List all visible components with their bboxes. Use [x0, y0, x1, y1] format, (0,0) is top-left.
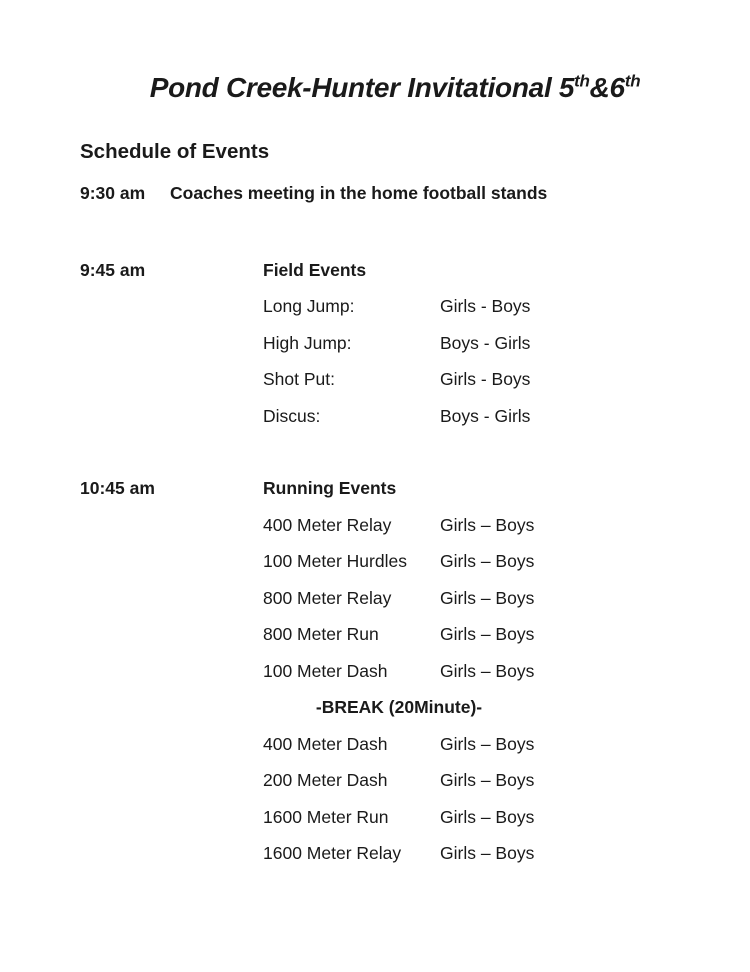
event-name: Discus:: [263, 405, 321, 426]
field-events-header-row: [80, 252, 710, 289]
running-events-heading: Running Events: [263, 478, 397, 499]
event-order: Girls – Boys: [440, 514, 535, 535]
time-spacer: [80, 507, 263, 544]
event-order: Girls – Boys: [440, 660, 535, 681]
time-spacer: [80, 543, 263, 580]
event-row: [80, 726, 710, 763]
meeting-time: 9:30 am: [80, 182, 146, 203]
event-name: Shot Put:: [263, 369, 335, 390]
event-order: Girls - Boys: [440, 296, 531, 317]
event-order: Girls – Boys: [440, 806, 535, 827]
event-name: Long Jump:: [263, 296, 355, 317]
event-name: 400 Meter Dash: [263, 733, 388, 754]
field-events-section: [80, 252, 710, 435]
title-text-amp: &6: [589, 72, 625, 103]
event-row: [80, 580, 710, 617]
event-order: Girls - Boys: [440, 369, 531, 390]
time-spacer: [80, 361, 263, 398]
event-row: [80, 799, 710, 836]
time-spacer: [80, 616, 263, 653]
event-name: 800 Meter Run: [263, 624, 379, 645]
event-order: Girls – Boys: [440, 770, 535, 791]
time-spacer: [80, 325, 263, 362]
time-spacer: [80, 726, 263, 763]
time-spacer: [80, 762, 263, 799]
event-row: [80, 325, 710, 362]
time-spacer: [80, 799, 263, 836]
schedule-of-events-heading: Schedule of Events: [80, 140, 270, 164]
event-row: [80, 653, 710, 690]
event-name: 1600 Meter Run: [263, 806, 389, 827]
event-order: Girls – Boys: [440, 551, 535, 572]
title-text-main: Pond Creek-Hunter Invitational 5: [149, 72, 575, 103]
field-events-heading: Field Events: [263, 259, 367, 280]
running-events-time: 10:45 am: [80, 478, 155, 499]
time-spacer: [80, 288, 263, 325]
event-row: [80, 507, 710, 544]
break-label: -BREAK (20Minute)-: [315, 697, 483, 718]
event-order: Girls – Boys: [440, 587, 535, 608]
event-name: 100 Meter Hurdles: [263, 551, 407, 572]
event-row: [80, 398, 710, 435]
event-row: [80, 616, 710, 653]
event-order: Girls – Boys: [440, 843, 535, 864]
event-row: [80, 288, 710, 325]
event-row: [80, 762, 710, 799]
running-events-section: [80, 470, 710, 872]
field-events-time: 9:45 am: [80, 259, 146, 280]
time-spacer: [80, 689, 263, 726]
event-row: [80, 835, 710, 872]
meeting-description: Coaches meeting in the home football stands: [170, 182, 548, 203]
time-spacer: [80, 580, 263, 617]
event-order: Boys - Girls: [440, 332, 531, 353]
event-order: Boys - Girls: [440, 405, 531, 426]
time-spacer: [80, 653, 263, 690]
event-order: Girls – Boys: [440, 733, 535, 754]
document-title: [80, 70, 710, 106]
break-row: [80, 689, 710, 726]
event-name: 1600 Meter Relay: [263, 843, 402, 864]
event-name: 800 Meter Relay: [263, 587, 392, 608]
event-order: Girls – Boys: [440, 624, 535, 645]
running-events-header-row: [80, 470, 710, 507]
time-spacer: [80, 398, 263, 435]
event-name: 200 Meter Dash: [263, 770, 388, 791]
event-row: [80, 361, 710, 398]
event-name: 400 Meter Relay: [263, 514, 392, 535]
time-spacer: [80, 835, 263, 872]
event-row: [80, 543, 710, 580]
title-superscript-th-1: th: [574, 71, 590, 91]
event-name: 100 Meter Dash: [263, 660, 388, 681]
event-name: High Jump:: [263, 332, 352, 353]
coaches-meeting-row: [80, 181, 710, 205]
title-superscript-th-2: th: [624, 71, 641, 91]
